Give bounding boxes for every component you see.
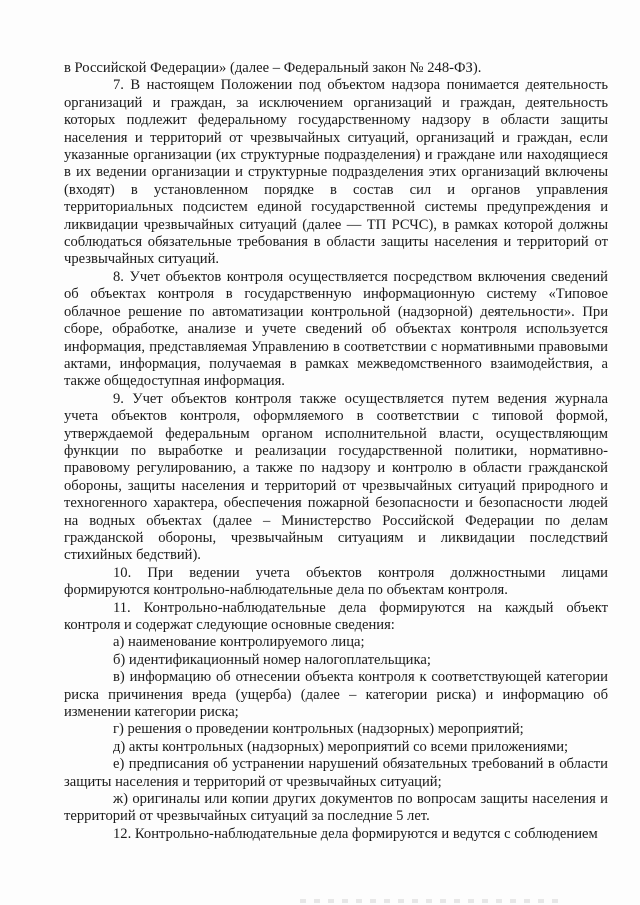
document-body bbox=[64, 60, 608, 843]
list-item-d: д) акты контрольных (надзорных) мероприятий со всеми приложениями; bbox=[113, 738, 569, 755]
paragraph-9: 9. Учет объектов контроля также осуществляется путем ведения журнала учета объектов контроля, оформляемого в соответствии с типовой формой, утверждаемой федеральным органом исполнительной власти, осуществляющим функции по выработке и реализации государственной политики, нормативно-правовому регулированию, а также по надзору и контролю в области гражданской обороны, защиты населения и территорий от чрезвычайных ситуаций природного и техногенного характера, обеспечения пожарной безопасности и безопасности людей на водных объектах (далее – Министерство Российской Федерации по делам гражданской обороны, чрезвычайным ситуациям и ликвидации последствий стихийных бедствий). bbox=[64, 390, 608, 564]
list-item-zh: ж) оригиналы или копии других документов по вопросам защиты населения и территорий от чрезвычайных ситуаций за последние 5 лет. bbox=[64, 791, 608, 825]
paragraph-continuation: в Российской Федерации» (далее – Федеральный закон № 248-ФЗ). bbox=[64, 60, 482, 76]
list-item-b: б) идентификационный номер налогоплательщика; bbox=[113, 651, 431, 668]
list-item-e: е) предписания об устранении нарушений обязательных требований в области защиты населения и территорий от чрезвычайных ситуаций; bbox=[64, 756, 608, 790]
list-item-a: а) наименование контролируемого лица; bbox=[113, 634, 365, 651]
paragraph-8: 8. Учет объектов контроля осуществляется посредством включения сведений об объектах контроля в государственную информационную систему «Типовое облачное решение по автоматизации контрольной (надзорной) деятельности». При сборе, обработке, анализе и учете сведений об объектах контроля используется информация, представляемая Управлению в соответствии с нормативными правовыми актами, информация, получаемая в рамках межведомственного взаимодействия, а также общедоступная информация. bbox=[64, 268, 608, 390]
list-item-g: г) решения о проведении контрольных (надзорных) мероприятий; bbox=[113, 721, 524, 738]
paragraph-10: 10. При ведении учета объектов контроля должностными лицами формируются контрольно-наблюдательные дела по объектам контроля. bbox=[64, 564, 608, 599]
paragraph-11: 11. Контрольно-наблюдательные дела формируются на каждый объект контроля и содержат следующие основные сведения: bbox=[64, 599, 608, 633]
scan-artifact bbox=[300, 899, 560, 903]
list-item-v: в) информацию об отнесении объекта контроля к соответствующей категории риска причинения вреда (ущерба) (далее – категории риска) и информацию об изменении категории риска; bbox=[64, 669, 608, 721]
paragraph-12: 12. Контрольно-наблюдательные дела формируются и ведутся с соблюдением bbox=[113, 825, 598, 842]
paragraph-7: 7. В настоящем Положении под объектом надзора понимается деятельность организаций и граждан, за исключением организаций и граждан, деятельность которых подлежит федеральному государственному надзору в области защиты населения и территорий от чрезвычайных ситуаций, организаций и граждан, если указанные организации (их структурные подразделения) и граждане или находящиеся в их ведении организации и структурные подразделения этих организаций включены (входят) в установленном порядке в состав сил и органов управления территориальных подсистем единой государственной системы предупреждения и ликвидации чрезвычайных ситуаций (далее — ТП РСЧС), в рамках которой должны соблюдаться обязательные требования в области защиты населения и территорий от чрезвычайных ситуаций. bbox=[64, 77, 608, 268]
